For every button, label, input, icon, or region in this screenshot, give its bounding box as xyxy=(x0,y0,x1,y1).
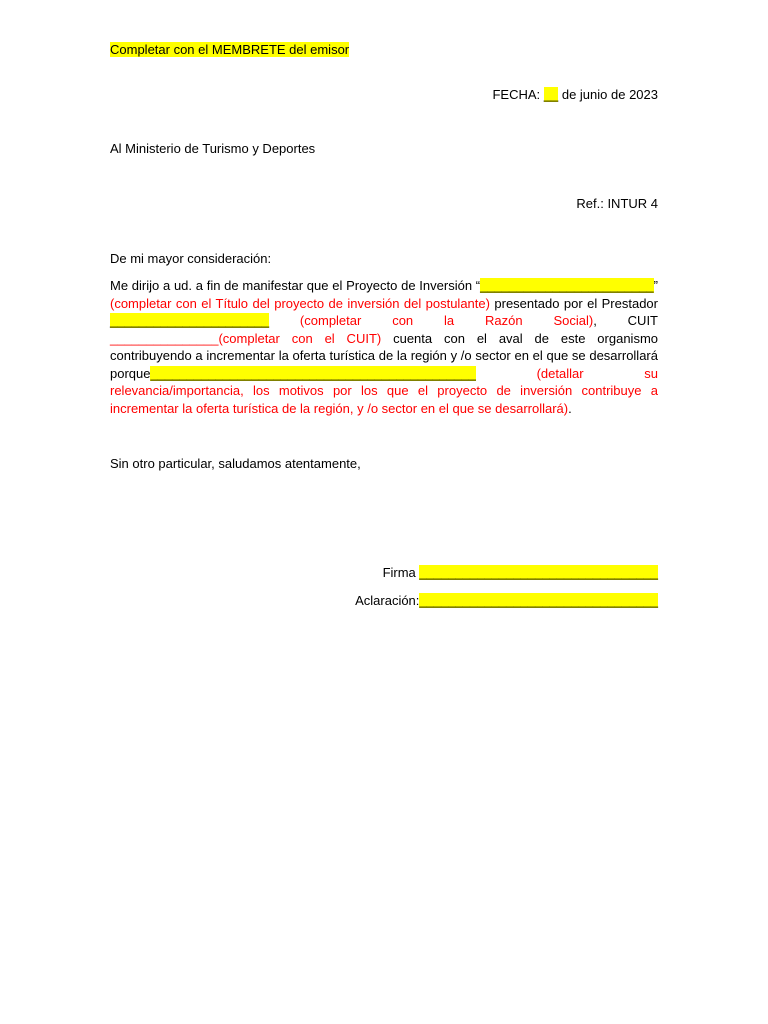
date-day-blank: __ xyxy=(543,87,559,102)
provider-name-blank: ______________________ xyxy=(110,313,270,328)
date-rest: de junio de 2023 xyxy=(558,87,658,102)
letterhead-placeholder xyxy=(110,42,349,58)
aclaracion-label: Aclaración: xyxy=(355,593,420,608)
body-text-3: presentado por el Prestador xyxy=(489,295,658,311)
firma-blank: _________________________________ xyxy=(419,565,658,580)
body-text-6: . xyxy=(568,400,572,416)
signature-aclaracion-line xyxy=(355,593,658,609)
date-line xyxy=(492,87,658,103)
date-label: FECHA: xyxy=(492,87,544,102)
hint-cuit: (completar con el CUIT) xyxy=(218,330,382,346)
letterhead-placeholder-text: Completar con el MEMBRETE del emisor xyxy=(110,42,350,57)
reason-blank: _____________________________________________ xyxy=(150,365,476,381)
hint-project-title: (completar con el Título del proyecto de inversión del postulante) xyxy=(110,295,490,311)
cuit-blank: _______________ xyxy=(110,330,219,346)
signature-firma-line xyxy=(383,565,658,581)
hint-detail-reason: (detallar su relevancia/importancia, los motivos por los que el proyecto de inversión contribuye a incrementar la oferta turística de la región, y /o sector en el que se desarrollará) xyxy=(110,365,658,416)
body-text-5: cuenta con el aval de este organismo contribuyendo a incrementar la oferta turística de la región y /o sector en el que se desarrollará porque xyxy=(110,330,659,381)
body-text-1: Me dirijo a ud. a fin de manifestar que el Proyecto de Inversión “ xyxy=(110,278,481,293)
reference-line: Ref.: INTUR 4 xyxy=(576,196,658,211)
recipient-line: Al Ministerio de Turismo y Deportes xyxy=(110,141,316,156)
closing-line: Sin otro particular, saludamos atentamente, xyxy=(110,456,361,471)
project-title-blank: ________________________ xyxy=(480,278,654,293)
hint-razon-social: (completar con la Razón Social) xyxy=(269,313,594,328)
body-text-2: ” xyxy=(653,278,658,293)
aclaracion-blank: _________________________________ xyxy=(419,593,658,608)
greeting-line: De mi mayor consideración: xyxy=(110,251,272,266)
firma-label: Firma xyxy=(382,565,420,580)
body-paragraph xyxy=(110,277,658,417)
body-text-4: , CUIT xyxy=(593,313,658,328)
